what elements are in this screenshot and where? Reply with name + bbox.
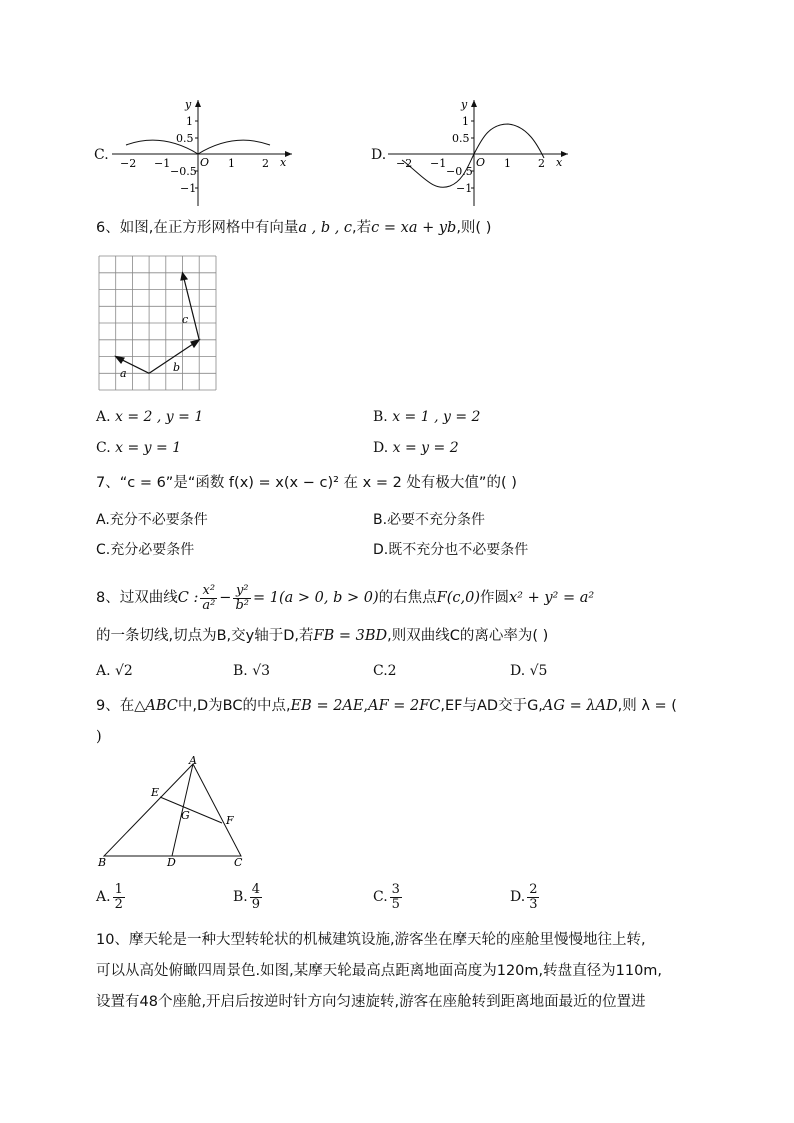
q5c-tick-1: 1 <box>228 157 235 170</box>
q9-option-b-frac <box>250 883 262 912</box>
q7-option-a-text: 充分不必要条件 <box>109 512 208 528</box>
q5d-tick-neg2: −2 <box>396 157 413 170</box>
q8-circle: x² + y² = a² <box>508 590 595 606</box>
q8-option-a-label: A. <box>96 663 111 679</box>
q7-option-a-label: A. <box>96 512 110 528</box>
q7-stem: 7、“c = 6”是“函数 f(x) = x(x − c)² 在 x = 2 处有极大值”的( ) <box>96 475 517 491</box>
q5d-ytick-neg1: −1 <box>456 182 473 195</box>
q5d-tick-2: 2 <box>538 157 545 170</box>
q5-option-c-label: C. <box>94 147 109 163</box>
q10-line1: 10、摩天轮是一种大型转轮状的机械建筑设施,游客坐在摩天轮的座舱里慢慢地往上转, <box>96 932 646 948</box>
q5c-tick-neg1: −1 <box>154 157 171 170</box>
q8-eq-tail: = 1(a > 0, b > 0) <box>253 590 379 606</box>
q7-option-b-label: B. <box>373 512 388 528</box>
q6-grid-figure <box>98 255 218 393</box>
q9-stem-b: 中,D为BC的中点, <box>177 698 291 714</box>
q5c-origin: O <box>200 156 210 169</box>
q6-vectors: a , b , c <box>298 220 353 236</box>
q6-option-c-text: x = y = 1 <box>115 440 182 456</box>
q10-line3: 设置有48个座舱,开启后按逆时针方向匀速旋转,游客在座舱转到距离地面最近的位置进 <box>96 994 646 1010</box>
q8-option-c-label: C. <box>373 663 388 679</box>
q8-option-d-label: D. <box>510 663 526 679</box>
q9-triangle: △ABC <box>134 698 178 714</box>
q9-triangle-figure <box>96 756 256 868</box>
q9-option-a[interactable] <box>96 878 127 916</box>
q7-option-d-text: 既不充分也不必要条件 <box>388 542 529 558</box>
q9-label-d: D <box>167 856 176 868</box>
q6-stem <box>96 218 491 238</box>
q6-option-a-text: x = 2 , y = 1 <box>115 409 204 425</box>
q9-v3: AG = λAD <box>542 698 618 714</box>
q6-option-c[interactable] <box>96 438 181 458</box>
q5-option-c-graph <box>112 96 302 208</box>
q6-label-a: a <box>120 367 127 380</box>
q9-stem-d: ,则 λ = ( <box>617 698 677 714</box>
q8-frac-x-den: a² <box>202 597 216 613</box>
q9-stem-close: ) <box>96 729 102 745</box>
q9-option-c[interactable] <box>373 878 404 916</box>
q6-label-c: c <box>182 313 189 326</box>
q5d-tick-neg1: −1 <box>430 157 447 170</box>
q8-curve-name: C : <box>177 590 199 606</box>
q6-option-d[interactable] <box>373 438 459 458</box>
q6-option-a-label: A. <box>96 409 111 425</box>
q7-option-d[interactable] <box>373 540 528 560</box>
q9-option-c-label: C. <box>373 889 388 905</box>
q9-option-a-label: A. <box>96 889 111 905</box>
q6-option-b[interactable] <box>373 407 480 427</box>
q8-option-c-text: 2 <box>387 663 397 679</box>
q8-option-a[interactable] <box>96 661 133 681</box>
q9-option-d-frac <box>527 883 539 912</box>
q5d-y-label: y <box>461 98 468 111</box>
q9-option-b-den: 9 <box>251 896 261 912</box>
q6-option-b-text: x = 1 , y = 2 <box>392 409 481 425</box>
q6-label-b: b <box>173 361 181 374</box>
q8-vector-condition: FB = 3BD <box>313 628 388 644</box>
q6-stem-suffix: ,则( ) <box>456 220 492 236</box>
q8-mid: 的右焦点 <box>378 590 437 606</box>
q9-option-a-frac <box>113 883 125 912</box>
q6-option-a[interactable] <box>96 407 203 427</box>
q9-label-f: F <box>226 814 234 827</box>
q8-stem-prefix: 8、过双曲线 <box>96 590 178 606</box>
q7-option-c[interactable] <box>96 540 194 560</box>
q9-label-g: G <box>181 809 190 822</box>
q8-line2: 的一条切线,切点为B,交y轴于D,若 <box>96 628 314 644</box>
q7-option-b[interactable] <box>373 510 485 530</box>
q8-mid2: 作圆 <box>479 590 509 606</box>
q5c-x-label: x <box>280 156 287 169</box>
q6-option-d-text: x = y = 2 <box>392 440 459 456</box>
q9-stem-c: ,EF与AD交于G, <box>440 698 543 714</box>
q8-line2-tail: ,则双曲线C的离心率为( ) <box>387 628 549 644</box>
q6-option-b-label: B. <box>373 409 388 425</box>
q9-option-b-label: B. <box>233 889 248 905</box>
q8-option-a-text: √2 <box>115 663 133 679</box>
q9-option-d-num: 2 <box>529 881 538 897</box>
q5-option-d-graph <box>388 96 578 208</box>
q8-frac-y <box>233 584 251 613</box>
q7-option-d-label: D. <box>373 542 389 558</box>
q7-option-c-label: C. <box>96 542 111 558</box>
q9-option-c-den: 5 <box>391 896 400 912</box>
q8-frac-x-num: x² <box>200 584 217 599</box>
q9-option-c-num: 3 <box>391 881 400 897</box>
q7-option-b-text: 必要不充分条件 <box>387 512 486 528</box>
q6-condition: c = xa + yb <box>371 220 457 236</box>
q6-option-d-label: D. <box>373 440 389 456</box>
q9-option-b-num: 4 <box>251 881 261 897</box>
q5d-ytick-05: 0.5 <box>452 132 470 145</box>
q9-option-b[interactable] <box>233 878 264 916</box>
q5d-x-label: x <box>556 156 563 169</box>
q5d-origin: O <box>476 156 486 169</box>
q5d-ytick-neg05: −0.5 <box>446 165 473 178</box>
q5c-tick-2: 2 <box>262 157 269 170</box>
q8-option-c[interactable] <box>373 661 397 681</box>
q9-v2: AF = 2FC <box>368 698 441 714</box>
q7-option-a[interactable] <box>96 510 208 530</box>
q8-option-b-text: √3 <box>252 663 271 679</box>
q8-option-b-label: B. <box>233 663 248 679</box>
q9-option-d-den: 3 <box>529 896 538 912</box>
q5-option-d-label: D. <box>371 147 387 163</box>
q7-option-c-text: 充分必要条件 <box>110 542 195 558</box>
q5c-ytick-05: 0.5 <box>176 132 194 145</box>
q5c-tick-neg2: −2 <box>120 157 137 170</box>
q8-frac-x <box>200 584 217 613</box>
q5c-ytick-neg1: −1 <box>180 182 197 195</box>
q6-option-c-label: C. <box>96 440 111 456</box>
q8-option-d-text: √5 <box>529 663 548 679</box>
q9-option-a-den: 2 <box>114 896 123 912</box>
q9-v1: EB = 2AE <box>290 698 364 714</box>
q5c-ytick-1: 1 <box>186 115 193 128</box>
q8-option-b[interactable] <box>233 661 270 681</box>
q6-stem-prefix: 6、如图,在正方形网格中有向量 <box>96 220 299 236</box>
q8-stem-line2 <box>96 626 548 646</box>
q9-label-a: A <box>189 756 197 767</box>
q9-stem-a: 9、在 <box>96 698 135 714</box>
q9-label-b: B <box>98 856 107 868</box>
q5d-ytick-1: 1 <box>462 115 469 128</box>
q6-cond-prefix: ,若 <box>352 220 372 236</box>
q8-stem-line1: 8、过双曲线C : $\frac{\text{x²}}{\text{a²}}$ − $\frac{\text{y²}}{\text{b²}}$ = 1(a > 0, b > 0)的右焦点F(c,0)作圆x² + y² = a² <box>96 582 595 613</box>
q9-stem: 9、在△ABC中,D为BC的中点,EB = 2AE,AF = 2FC,EF与AD交于G,AG = λAD,则 λ = ( <box>96 698 677 714</box>
q8-frac-y-num: y² <box>233 584 251 599</box>
q9-label-e: E <box>151 786 160 799</box>
q9-option-d-label: D. <box>510 889 526 905</box>
q8-option-d[interactable] <box>510 661 547 681</box>
q5c-y-label: y <box>185 98 192 111</box>
q5d-tick-1: 1 <box>504 157 511 170</box>
q9-label-c: C <box>234 856 243 868</box>
q5c-ytick-neg05: −0.5 <box>170 165 197 178</box>
q9-option-a-num: 1 <box>114 881 123 897</box>
q8-focus: F(c,0) <box>436 590 480 606</box>
q10-line2: 可以从高处俯瞰四周景色.如图,某摩天轮最高点距离地面高度为120m,转盘直径为110m, <box>96 963 663 979</box>
q9-option-d[interactable] <box>510 878 541 916</box>
q9-option-c-frac <box>390 883 402 912</box>
q8-frac-y-den: b² <box>235 597 249 613</box>
